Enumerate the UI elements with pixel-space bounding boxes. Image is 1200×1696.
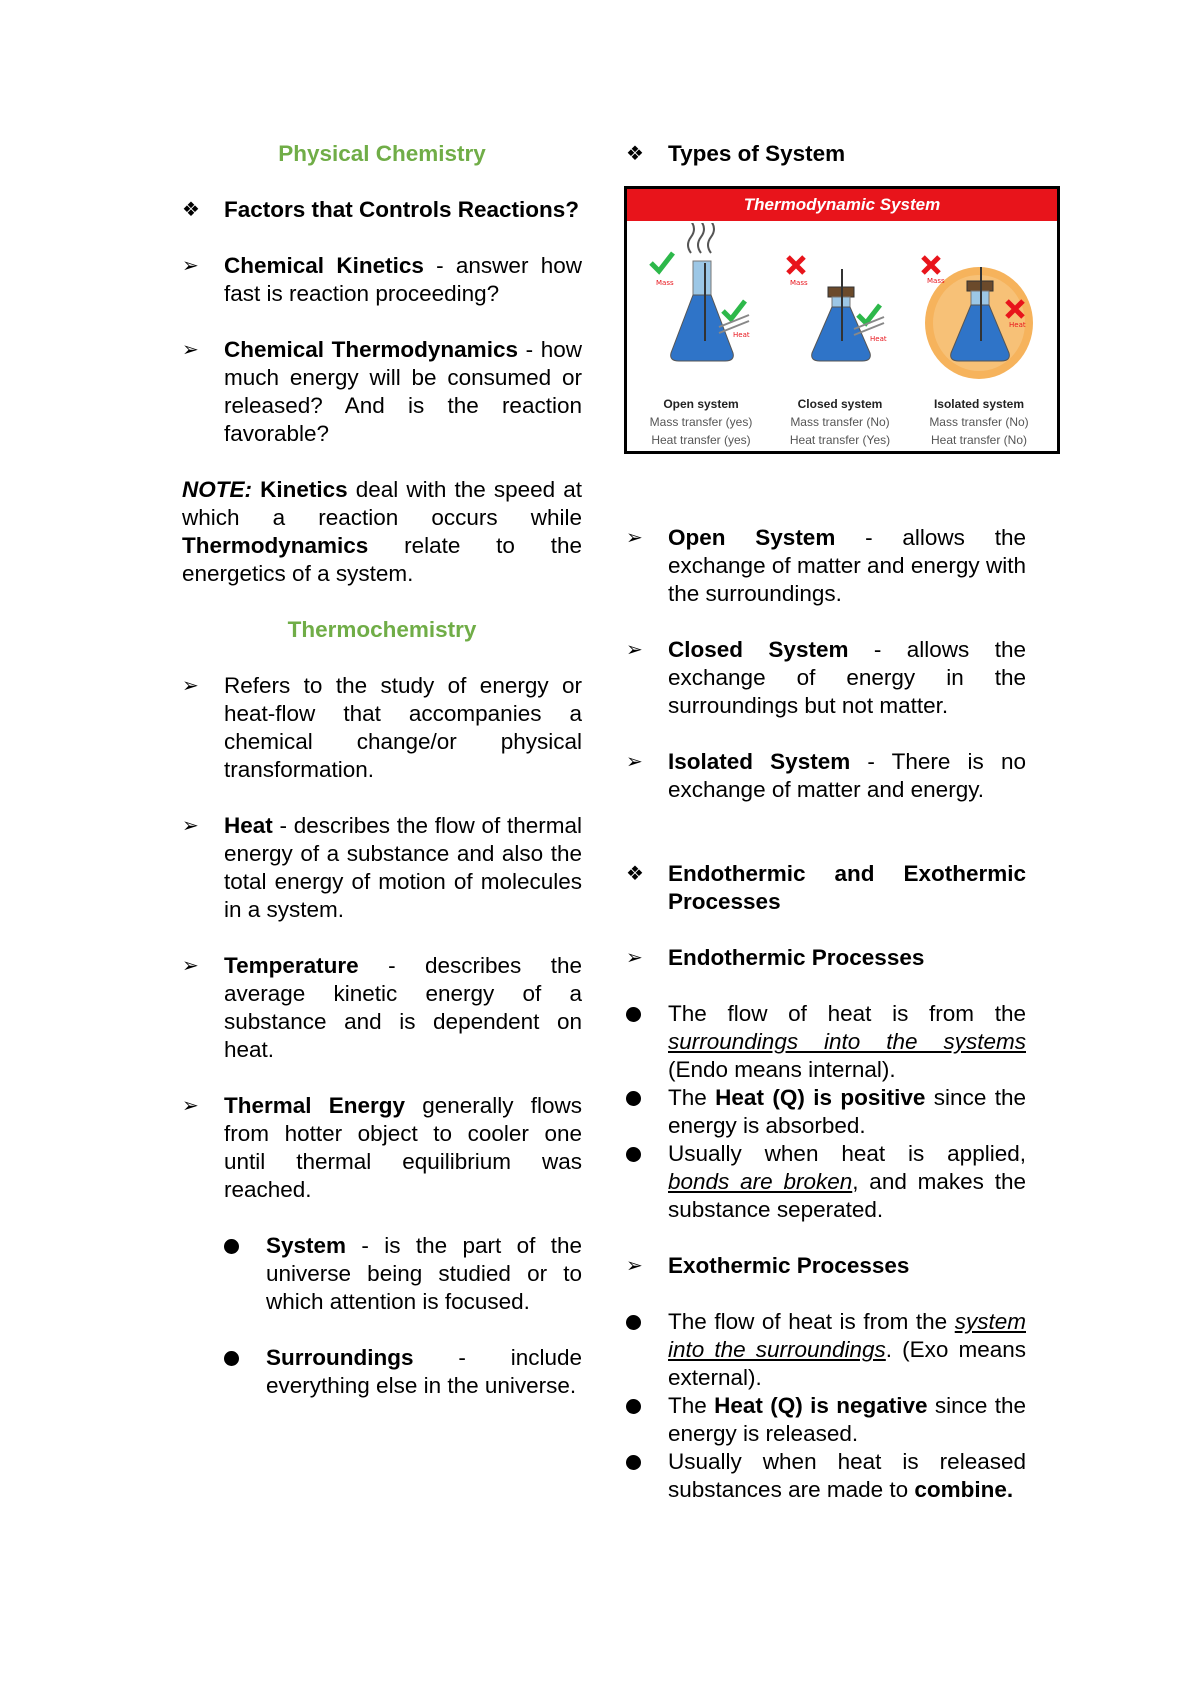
factors-heading: ❖ Factors that Controls Reactions? bbox=[182, 197, 580, 222]
thermodynamics-item: ➢ Chemical Thermodynamics - how much energy will be consumed or released? And is the reaction favorable? bbox=[182, 337, 582, 446]
open-system-item: ➢ Open System - allows the exchange of matter and energy with the surroundings. bbox=[626, 525, 1026, 606]
endothermic-bullet-1: The flow of heat is from the surroundings into the systems (Endo means internal). bbox=[626, 1000, 1026, 1084]
thermodynamic-system-figure bbox=[624, 186, 1060, 454]
arrow-bullet-icon: ➢ bbox=[626, 1255, 643, 1277]
arrow-bullet-icon: ➢ bbox=[182, 1095, 199, 1117]
isolated-system-illustration: Mass Heat Isolated system Mass transfer (No) Heat transfer (No) bbox=[909, 223, 1049, 449]
dot-bullet-icon bbox=[626, 1392, 656, 1422]
arrow-bullet-icon: ➢ bbox=[626, 639, 643, 661]
arrow-bullet-icon: ➢ bbox=[626, 947, 643, 969]
endothermic-bullet-3: Usually when heat is applied, bonds are broken, and makes the substance seperated. bbox=[626, 1140, 1026, 1224]
svg-text:Mass: Mass bbox=[656, 279, 674, 287]
dot-bullet-icon bbox=[626, 1084, 656, 1114]
endo-exo-heading: ❖ Endothermic and Exothermic Processes bbox=[626, 861, 1026, 914]
surroundings-item: Surroundings - include everything else in the universe. bbox=[182, 1344, 582, 1400]
closed-flask-icon bbox=[770, 223, 910, 393]
open-flask-icon bbox=[631, 223, 771, 393]
diamond-bullet-icon: ❖ bbox=[182, 199, 200, 221]
thermochemistry-definition: ➢ Refers to the study of energy or heat-flow that accompanies a chemical change/or physical transformation. bbox=[182, 673, 582, 782]
right-column bbox=[626, 140, 1029, 1504]
kinetics-term: Chemical Kinetics bbox=[224, 253, 424, 278]
thermal-energy-item: ➢ Thermal Energy generally flows from hotter object to cooler one until thermal equilibrium was reached. bbox=[182, 1093, 582, 1202]
exothermic-bullet-1: The flow of heat is from the system into the surroundings. (Exo means external). bbox=[626, 1308, 1026, 1392]
endothermic-heading: ➢ Endothermic Processes bbox=[626, 945, 925, 970]
svg-text:Mass: Mass bbox=[790, 279, 808, 287]
dot-bullet-icon bbox=[626, 1140, 656, 1170]
isolated-system-item: ➢ Isolated System - There is no exchange of matter and energy. bbox=[626, 749, 1026, 802]
kinetics-item: ➢ Chemical Kinetics - answer how fast is reaction proceeding? bbox=[182, 253, 582, 306]
endothermic-bullet-2: The Heat (Q) is positive since the energy is absorbed. bbox=[626, 1084, 1026, 1140]
left-column bbox=[182, 140, 582, 1400]
dot-bullet-icon bbox=[626, 1448, 656, 1478]
thermodynamics-term: Chemical Thermodynamics bbox=[224, 337, 518, 362]
arrow-bullet-icon: ➢ bbox=[182, 339, 199, 361]
open-system-illustration: Mass Heat Open system Mass transfer (yes) Heat transfer (yes) bbox=[631, 223, 771, 449]
svg-text:Heat: Heat bbox=[1009, 321, 1026, 329]
svg-text:Heat: Heat bbox=[870, 335, 887, 343]
thermochemistry-title: Thermochemistry bbox=[287, 617, 477, 642]
svg-text:Heat: Heat bbox=[733, 331, 750, 339]
arrow-bullet-icon: ➢ bbox=[182, 675, 199, 697]
note-paragraph: NOTE: Kinetics deal with the speed at which a reaction occurs while Thermodynamics relate to the energetics of a system. bbox=[182, 477, 582, 586]
dot-bullet-icon bbox=[224, 1344, 239, 1373]
diamond-bullet-icon: ❖ bbox=[626, 143, 644, 165]
figure-title: Thermodynamic System bbox=[627, 189, 1057, 221]
page-title: Physical Chemistry bbox=[278, 141, 486, 166]
closed-system-illustration: Mass Heat Closed system Mass transfer (No) Heat transfer (Yes) bbox=[770, 223, 910, 449]
arrow-bullet-icon: ➢ bbox=[626, 527, 643, 549]
exothermic-heading: ➢ Exothermic Processes bbox=[626, 1253, 910, 1278]
arrow-bullet-icon: ➢ bbox=[182, 955, 199, 977]
arrow-bullet-icon: ➢ bbox=[182, 255, 199, 277]
closed-system-item: ➢ Closed System - allows the exchange of energy in the surroundings but not matter. bbox=[626, 637, 1026, 718]
dot-bullet-icon bbox=[626, 1000, 656, 1030]
exothermic-bullet-3: Usually when heat is released substances are made to combine. bbox=[626, 1448, 1026, 1504]
svg-text:Mass: Mass bbox=[927, 277, 945, 285]
system-item: System - is the part of the universe being studied or to which attention is focused. bbox=[182, 1232, 582, 1316]
arrow-bullet-icon: ➢ bbox=[626, 751, 643, 773]
dot-bullet-icon bbox=[626, 1308, 656, 1338]
dot-bullet-icon bbox=[224, 1232, 239, 1261]
heat-item: ➢ Heat - describes the flow of thermal energy of a substance and also the total energy of motion of molecules in a system. bbox=[182, 813, 582, 922]
arrow-bullet-icon: ➢ bbox=[182, 815, 199, 837]
diamond-bullet-icon: ❖ bbox=[626, 863, 644, 885]
isolated-flask-icon bbox=[909, 223, 1049, 393]
types-of-system-heading: ❖ Types of System bbox=[626, 141, 846, 166]
temperature-item: ➢ Temperature - describes the average kinetic energy of a substance and is dependent on heat. bbox=[182, 953, 582, 1062]
exothermic-bullet-2: The Heat (Q) is negative since the energy is released. bbox=[626, 1392, 1026, 1448]
